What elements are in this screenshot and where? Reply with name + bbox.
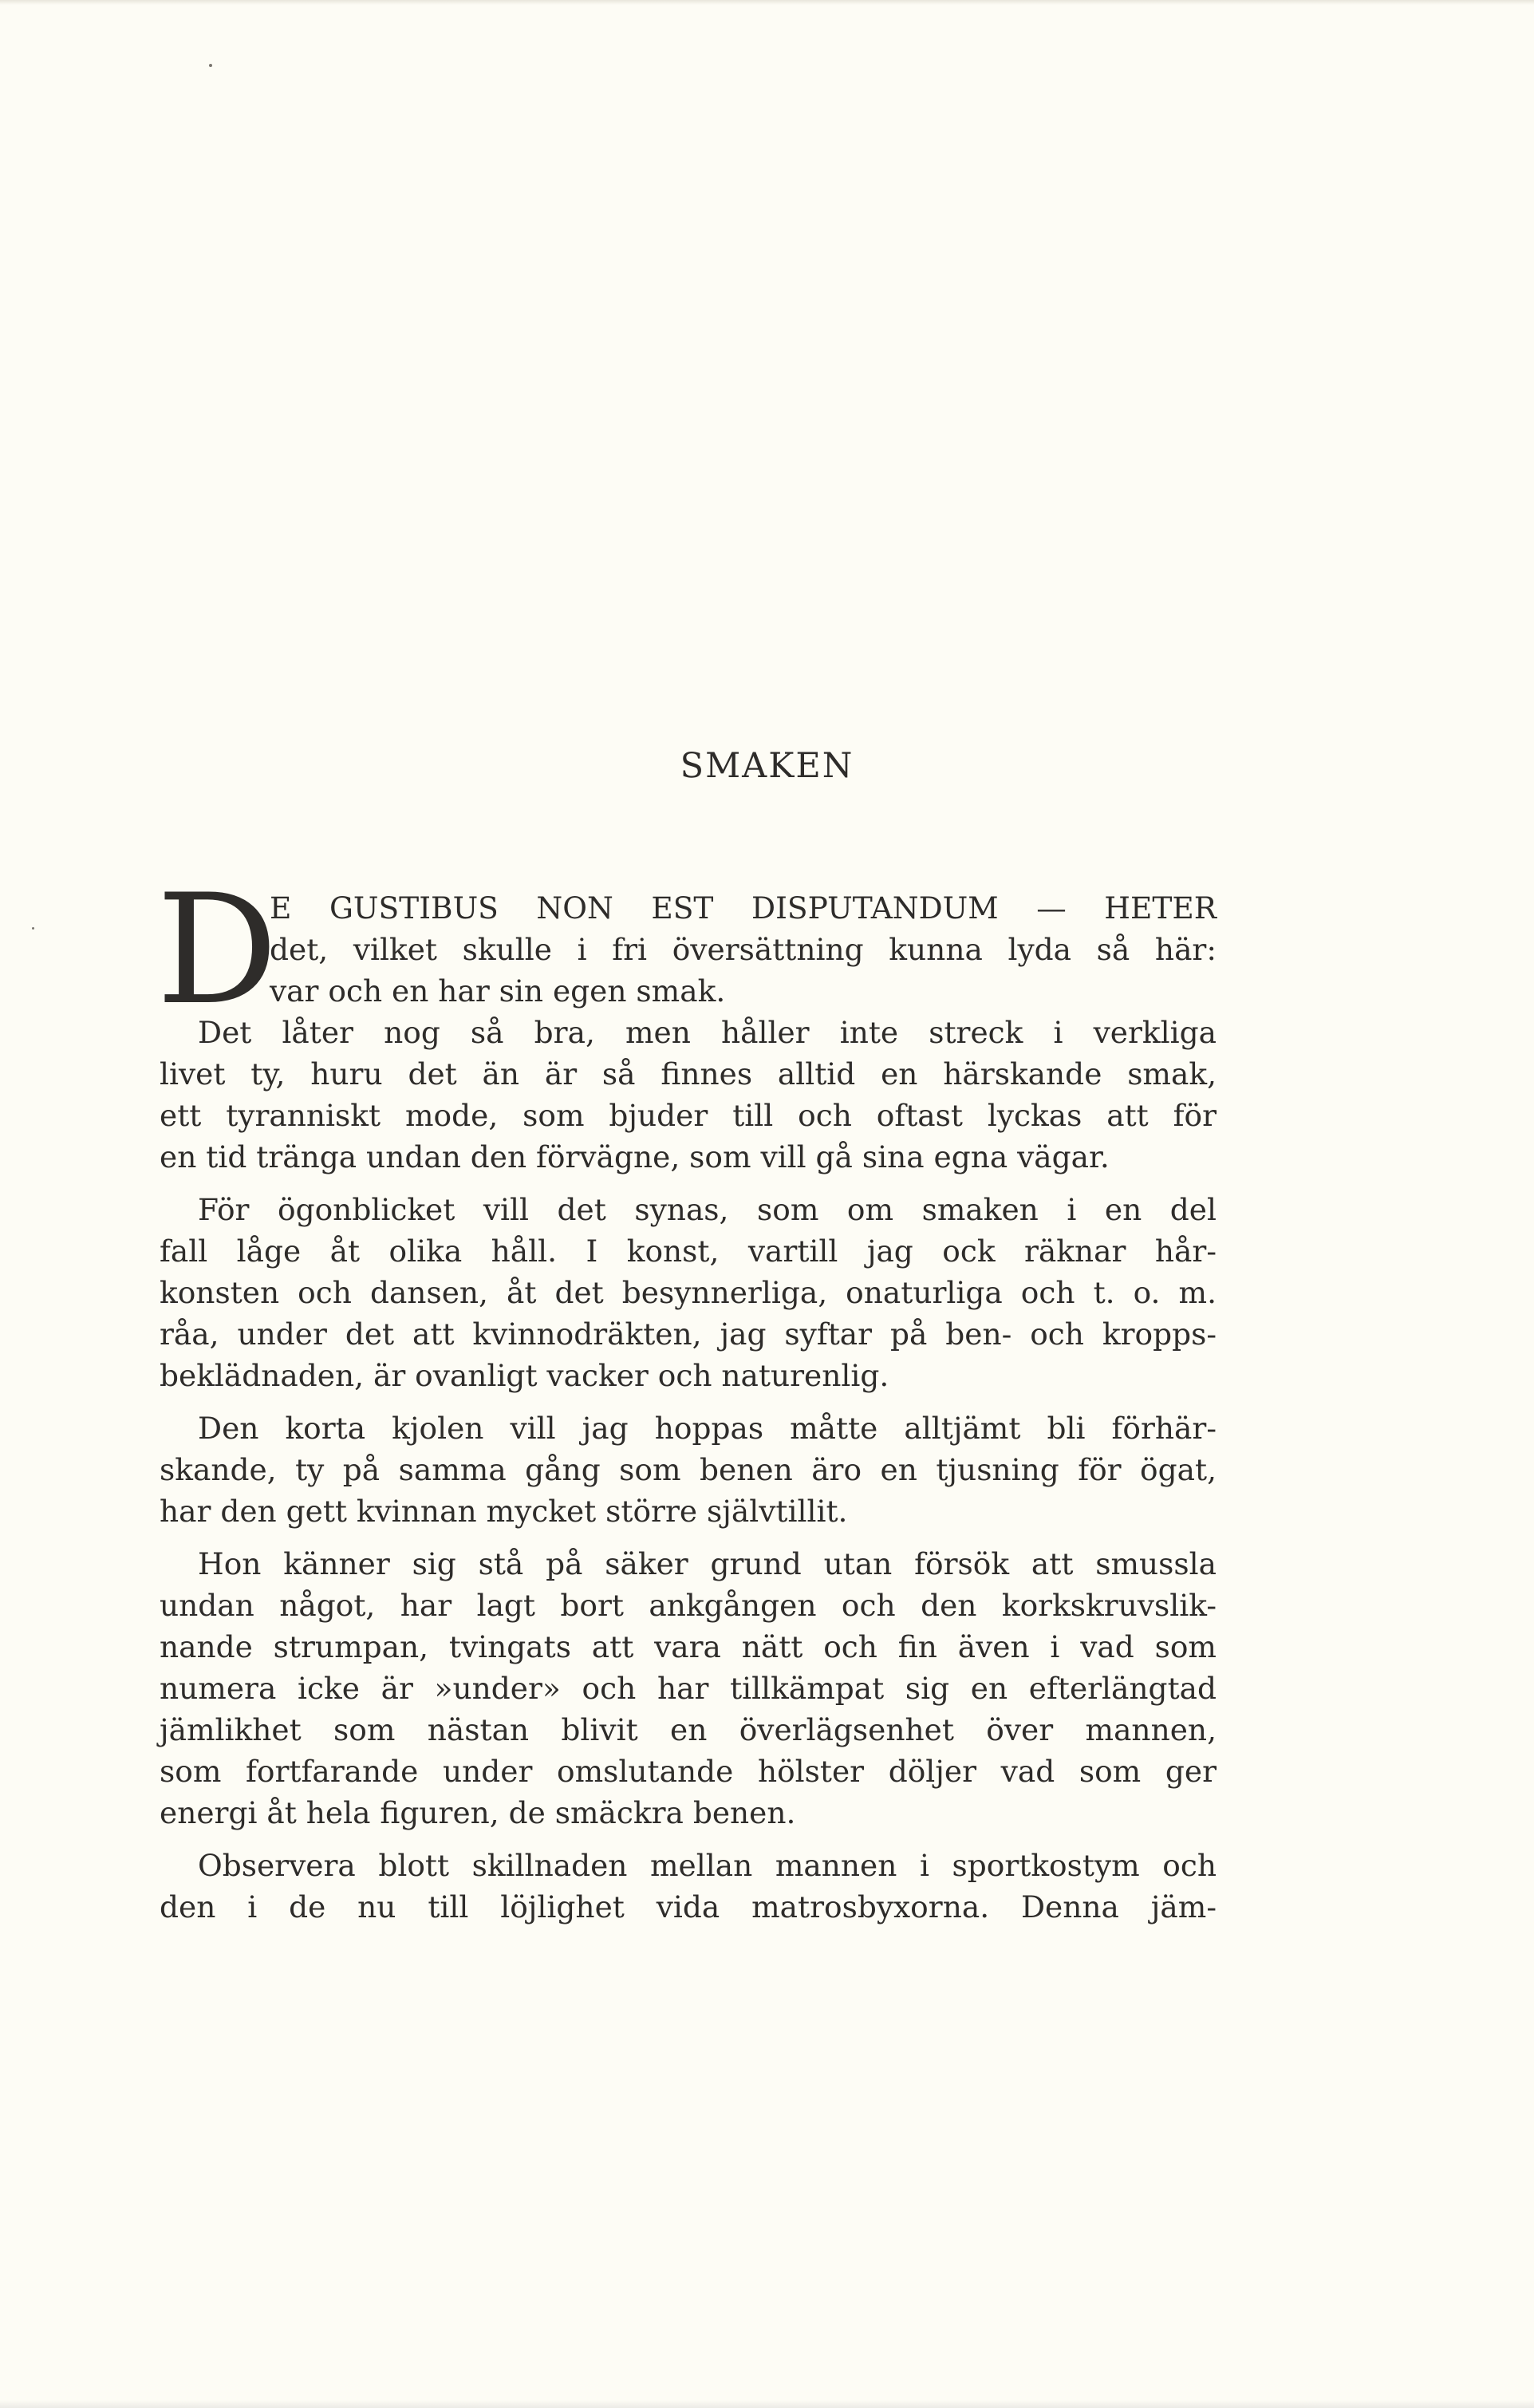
text-line: en tid tränga undan den förvägne, som vill gå sina egna vägar. xyxy=(160,1139,1110,1174)
text-line: beklädnaden, är ovanligt vacker och naturenlig. xyxy=(160,1358,889,1393)
text-line: livet ty, huru det än är så finnes alltid en härskande smak, xyxy=(160,1056,1217,1091)
text-line: energi åt hela figuren, de smäckra benen. xyxy=(160,1795,796,1830)
text-line: skande, ty på samma gång som benen äro en tjusning för ögat, xyxy=(160,1452,1217,1487)
paragraph-gap xyxy=(160,1532,1217,1543)
text-line: numera icke är »under» och har tillkämpat sig en efterlängtad xyxy=(160,1671,1217,1706)
body-text xyxy=(156,862,1217,1928)
text-line: ett tyranniskt mode, som bjuder till och oftast lyckas att för xyxy=(160,1098,1217,1133)
text-line: Det låter nog så bra, men håller inte streck i verkliga xyxy=(198,1015,1217,1050)
text-line: fall låge åt olika håll. I konst, vartill jag ock räknar hår- xyxy=(160,1234,1217,1269)
text-line: har den gett kvinnan mycket större självtillit. xyxy=(160,1494,848,1529)
paragraph-gap xyxy=(160,1178,1217,1189)
paragraph xyxy=(160,1407,1217,1532)
text-line: Observera blott skillnaden mellan mannen i sportkostym och xyxy=(198,1848,1217,1883)
text-line: den i de nu till löjlighet vida matrosbyxorna. Denna jäm- xyxy=(160,1889,1217,1924)
text-line: E GUSTIBUS NON EST DISPUTANDUM — HETER xyxy=(270,890,1217,926)
chapter-title: SMAKEN xyxy=(680,746,854,786)
paragraph xyxy=(160,1189,1217,1396)
drop-cap-initial: D xyxy=(156,862,278,1038)
text-line: undan något, har lagt bort ankgången och den korkskruvslik- xyxy=(160,1588,1217,1623)
paragraphs-container xyxy=(160,1012,1217,1928)
text-line: Hon känner sig stå på säker grund utan försök att smussla xyxy=(198,1546,1217,1581)
paragraph xyxy=(160,1845,1217,1928)
text-line: konsten och dansen, åt det besynnerliga, onaturliga och t. o. m. xyxy=(160,1275,1217,1310)
text-line: det, vilket skulle i fri översättning kunna lyda så här: xyxy=(270,932,1217,967)
text-line: råa, under det att kvinnodräkten, jag syftar på ben- och kropps- xyxy=(160,1317,1217,1352)
text-line: var och en har sin egen smak. xyxy=(270,973,726,1009)
text-line: För ögonblicket vill det synas, som om smaken i en del xyxy=(198,1192,1217,1227)
paragraph-gap xyxy=(160,1396,1217,1407)
paragraph-gap xyxy=(160,1834,1217,1845)
text-line: som fortfarande under omslutande hölster döljer vad som ger xyxy=(160,1754,1217,1789)
page-bottom-edge xyxy=(0,2400,1534,2408)
page-top-edge xyxy=(0,0,1534,5)
paper-speck xyxy=(32,927,34,930)
text-line: jämlikhet som nästan blivit en överlägsenhet över mannen, xyxy=(160,1712,1217,1747)
paragraph xyxy=(160,1012,1217,1178)
paper-speck xyxy=(209,64,212,67)
paragraph xyxy=(160,1543,1217,1834)
text-line: nande strumpan, tvingats att vara nätt och fin även i vad som xyxy=(160,1629,1217,1664)
text-line: Den korta kjolen vill jag hoppas måtte alltjämt bli förhär- xyxy=(198,1411,1217,1446)
